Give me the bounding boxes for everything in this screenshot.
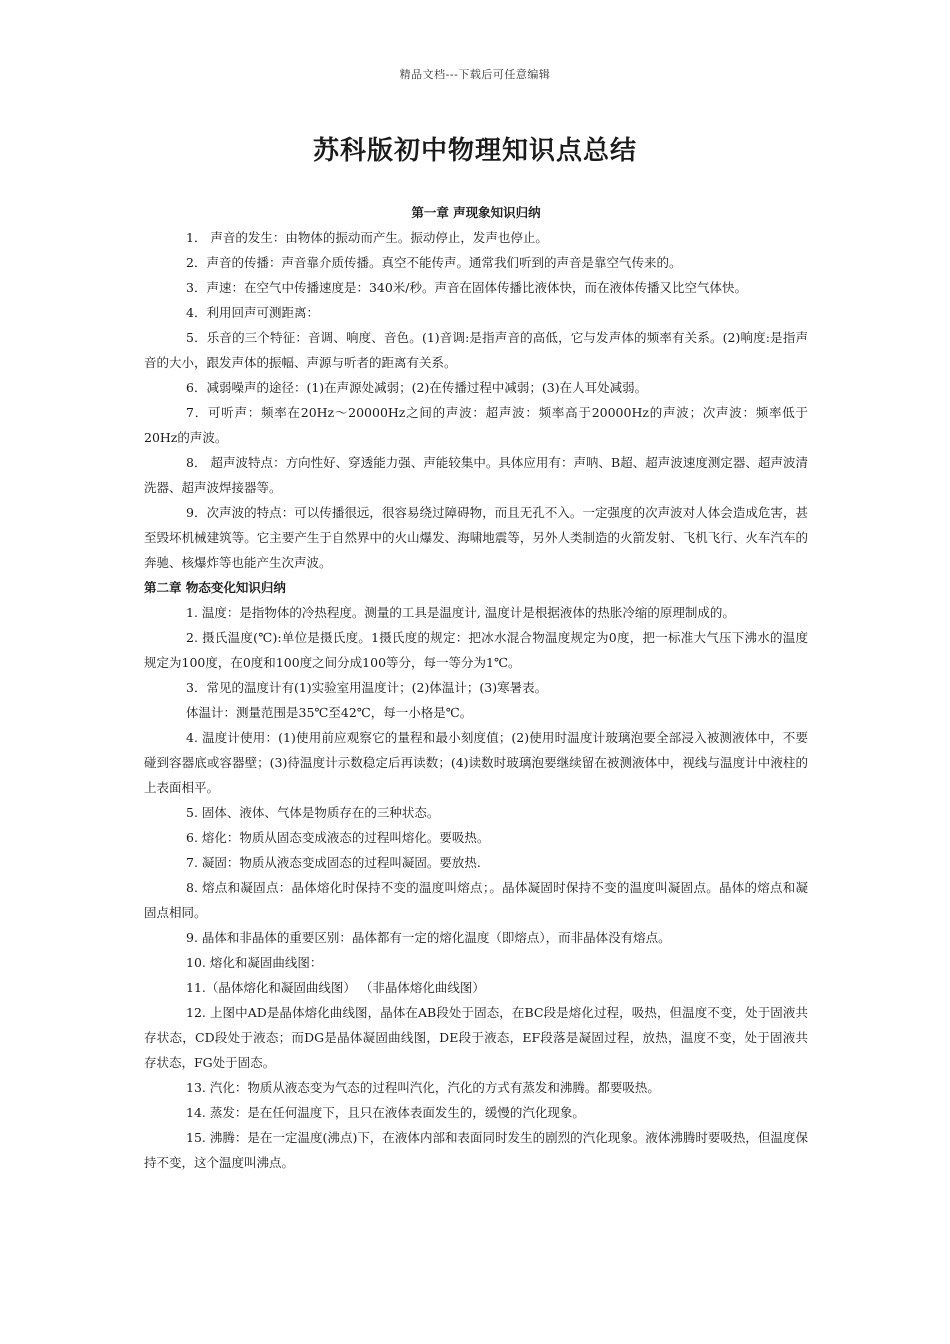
ch1-item-3: 3．声速：在空气中传播速度是：340米/秒。声音在固体传播比液体快，而在液体传播又比空气体快。 <box>186 280 748 295</box>
ch1-item-9: 9．次声波的特点：可以传播很远，很容易绕过障碍物，而且无孔不入。一定强度的次声波对人体会造成危害，甚至毁坏机械建筑等。它主要产生于自然界中的火山爆发、海啸地震等，另外人类制造的火箭发射、飞机飞行、火车汽车的奔驰、核爆炸等也能产生次声波。 <box>144 505 808 570</box>
ch2-item-3-note: 体温计：测量范围是35℃至42℃，每一小格是℃。 <box>186 705 473 720</box>
ch2-item-7: 7. 凝固：物质从液态变成固态的过程叫凝固。要放热. <box>186 855 481 870</box>
ch2-item-14: 14. 蒸发：是在任何温度下，且只在液体表面发生的，缓慢的汽化现象。 <box>186 1105 585 1120</box>
ch2-item-10: 10. 熔化和凝固曲线图： <box>186 955 323 970</box>
ch2-item-5: 5. 固体、液体、气体是物质存在的三种状态。 <box>186 805 440 820</box>
ch1-item-8: 8． 超声波特点：方向性好、穿透能力强、声能较集中。具体应用有：声呐、B超、超声波速度测定器、超声波清洗器、超声波焊接器等。 <box>144 455 808 495</box>
ch1-item-4: 4．利用回声可测距离： <box>186 305 319 320</box>
ch2-item-4: 4. 温度计使用：(1)使用前应观察它的量程和最小刻度值；(2)使用时温度计玻璃泡要全部浸入被测液体中，不要碰到容器底或容器壁；(3)待温度计示数稳定后再读数；(4)读数时玻璃泡要继续留在被测液体中，视线与温度计中液柱的上表面相平。 <box>144 730 808 795</box>
ch2-item-13: 13. 汽化：物质从液态变为气态的过程叫汽化，汽化的方式有蒸发和沸腾。都要吸热。 <box>186 1080 660 1095</box>
ch2-item-15: 15. 沸腾：是在一定温度(沸点)下，在液体内部和表面同时发生的剧烈的汽化现象。液体沸腾时要吸热，但温度保持不变，这个温度叫沸点。 <box>144 1130 808 1170</box>
ch1-item-6: 6．减弱噪声的途径：(1)在声源处减弱；(2)在传播过程中减弱；(3)在人耳处减弱。 <box>186 380 648 395</box>
ch2-item-6: 6. 熔化：物质从固态变成液态的过程叫熔化。要吸热。 <box>186 830 490 845</box>
ch2-item-8: 8. 熔点和凝固点：晶体熔化时保持不变的温度叫熔点；。晶体凝固时保持不变的温度叫凝固点。晶体的熔点和凝固点相同。 <box>144 880 808 920</box>
header-note: 精品文档---下载后可任意编辑 <box>399 68 551 81</box>
chapter-1-heading: 第一章 声现象知识归纳 <box>411 205 541 220</box>
ch2-item-2: 2. 摄氏温度(℃):单位是摄氏度。1摄氏度的规定：把冰水混合物温度规定为0度，把一标准大气压下沸水的温度规定为100度，在0度和100度之间分成100等分，每一等分为1℃。 <box>144 630 808 670</box>
ch1-item-1: 1． 声音的发生：由物体的振动而产生。振动停止，发声也停止。 <box>186 230 548 245</box>
chapter-2-heading: 第二章 物态变化知识归纳 <box>144 580 286 595</box>
ch2-item-9: 9. 晶体和非晶体的重要区别：晶体都有一定的熔化温度（即熔点），而非晶体没有熔点。 <box>186 930 671 945</box>
document-body <box>144 200 808 1175</box>
ch1-item-7: 7．可听声：频率在20Hz～20000Hz之间的声波：超声波：频率高于20000Hz的声波；次声波：频率低于20Hz的声波。 <box>144 405 808 445</box>
ch2-item-11: 11.（晶体熔化和凝固曲线图） （非晶体熔化曲线图） <box>186 980 485 995</box>
document-title: 苏科版初中物理知识点总结 <box>312 136 637 166</box>
ch1-item-2: 2．声音的传播：声音靠介质传播。真空不能传声。通常我们听到的声音是靠空气传来的。 <box>186 255 682 270</box>
ch2-item-12: 12. 上图中AD是晶体熔化曲线图，晶体在AB段处于固态，在BC段是熔化过程，吸热，但温度不变，处于固液共存状态，CD段处于液态；而DG是晶体凝固曲线图，DE段于液态，EF段落是凝固过程，放热，温度不变，处于固液共存状态，FG处于固态。 <box>144 1005 808 1070</box>
ch2-item-3: 3．常见的温度计有(1)实验室用温度计；(2)体温计；(3)寒暑表。 <box>186 680 548 695</box>
ch2-item-1: 1. 温度：是指物体的冷热程度。测量的工具是温度计, 温度计是根据液体的热胀冷缩的原理制成的。 <box>186 605 735 620</box>
ch1-item-5: 5．乐音的三个特征：音调、响度、音色。(1)音调:是指声音的高低，它与发声体的频率有关系。(2)响度:是指声音的大小，跟发声体的振幅、声源与听者的距离有关系。 <box>144 330 808 370</box>
